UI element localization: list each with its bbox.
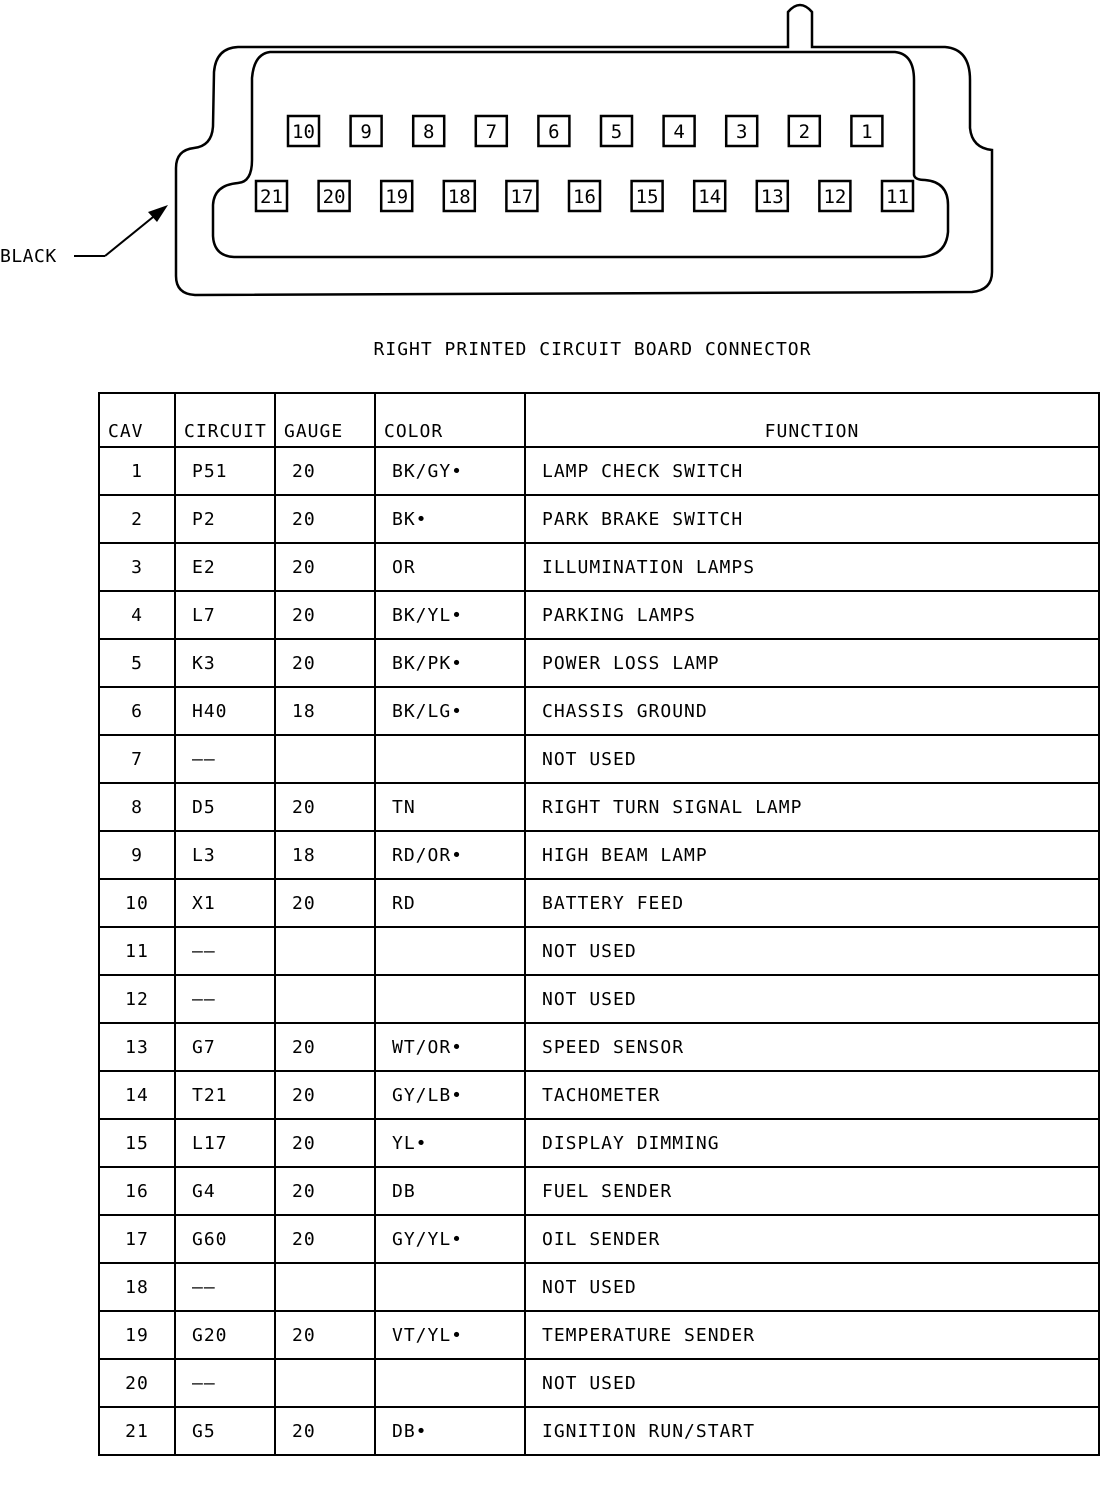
pin-number: 12 bbox=[823, 186, 847, 208]
gauge-cell: 20 bbox=[275, 1407, 375, 1455]
pin-cavity bbox=[664, 116, 695, 146]
pin-cavity bbox=[694, 181, 725, 211]
function-cell: PARKING LAMPS bbox=[525, 591, 1099, 639]
gauge-cell: 20 bbox=[275, 1215, 375, 1263]
pin-number: 4 bbox=[673, 121, 685, 143]
pin-cavity bbox=[789, 116, 820, 146]
function-cell: IGNITION RUN/START bbox=[525, 1407, 1099, 1455]
table-row bbox=[99, 1023, 1099, 1071]
function-cell: NOT USED bbox=[525, 1263, 1099, 1311]
circuit-cell: L3 bbox=[175, 831, 275, 879]
circuit-cell: —— bbox=[175, 927, 275, 975]
pin-cavity bbox=[413, 116, 444, 146]
cav-cell: 1 bbox=[99, 447, 175, 495]
pin-number: 17 bbox=[510, 186, 534, 208]
pin-number: 18 bbox=[447, 186, 471, 208]
table-row bbox=[99, 495, 1099, 543]
table-row bbox=[99, 1359, 1099, 1407]
pin-cavity bbox=[569, 181, 600, 211]
table-row bbox=[99, 927, 1099, 975]
circuit-cell: —— bbox=[175, 1263, 275, 1311]
table-row bbox=[99, 1407, 1099, 1455]
cav-cell: 13 bbox=[99, 1023, 175, 1071]
cav-cell: 20 bbox=[99, 1359, 175, 1407]
gauge-cell: 20 bbox=[275, 879, 375, 927]
table-header-row bbox=[99, 393, 1099, 447]
color-cell: BK/GY• bbox=[375, 447, 525, 495]
table-row bbox=[99, 1167, 1099, 1215]
circuit-cell: G5 bbox=[175, 1407, 275, 1455]
cav-cell: 4 bbox=[99, 591, 175, 639]
color-cell: RD/OR• bbox=[375, 831, 525, 879]
color-cell: RD bbox=[375, 879, 525, 927]
cav-cell: 18 bbox=[99, 1263, 175, 1311]
gauge-cell bbox=[275, 1263, 375, 1311]
function-cell: NOT USED bbox=[525, 735, 1099, 783]
color-cell bbox=[375, 1359, 525, 1407]
color-cell: BK• bbox=[375, 495, 525, 543]
gauge-cell: 18 bbox=[275, 687, 375, 735]
color-cell: BK/PK• bbox=[375, 639, 525, 687]
function-cell: PARK BRAKE SWITCH bbox=[525, 495, 1099, 543]
gauge-cell: 20 bbox=[275, 783, 375, 831]
cav-cell: 10 bbox=[99, 879, 175, 927]
circuit-cell: L7 bbox=[175, 591, 275, 639]
function-cell: DISPLAY DIMMING bbox=[525, 1119, 1099, 1167]
gauge-cell: 20 bbox=[275, 591, 375, 639]
pin-number: 11 bbox=[886, 186, 909, 208]
circuit-cell: —— bbox=[175, 975, 275, 1023]
function-cell: POWER LOSS LAMP bbox=[525, 639, 1099, 687]
cav-cell: 17 bbox=[99, 1215, 175, 1263]
color-cell: BK/LG• bbox=[375, 687, 525, 735]
circuit-cell: G4 bbox=[175, 1167, 275, 1215]
circuit-cell: D5 bbox=[175, 783, 275, 831]
function-cell: RIGHT TURN SIGNAL LAMP bbox=[525, 783, 1099, 831]
cav-cell: 12 bbox=[99, 975, 175, 1023]
pin-number: 21 bbox=[260, 186, 283, 208]
function-cell: TEMPERATURE SENDER bbox=[525, 1311, 1099, 1359]
pin-number: 8 bbox=[422, 121, 435, 143]
color-cell: BK/YL• bbox=[375, 591, 525, 639]
pin-number: 14 bbox=[698, 186, 722, 208]
color-cell bbox=[375, 1263, 525, 1311]
circuit-cell: G7 bbox=[175, 1023, 275, 1071]
gauge-cell bbox=[275, 735, 375, 783]
pin-number: 16 bbox=[573, 186, 596, 208]
connector-cavity-outline bbox=[213, 52, 948, 257]
gauge-cell bbox=[275, 975, 375, 1023]
pin-cavity bbox=[851, 116, 882, 146]
pin-number: 20 bbox=[322, 186, 346, 208]
cav-cell: 9 bbox=[99, 831, 175, 879]
pin-number: 19 bbox=[385, 186, 409, 208]
circuit-cell: G60 bbox=[175, 1215, 275, 1263]
circuit-cell: P2 bbox=[175, 495, 275, 543]
pin-cavity bbox=[538, 116, 569, 146]
circuit-cell: H40 bbox=[175, 687, 275, 735]
table-row bbox=[99, 687, 1099, 735]
table-row bbox=[99, 591, 1099, 639]
pin-cavity bbox=[476, 116, 507, 146]
pin-cavity bbox=[444, 181, 475, 211]
gauge-cell: 20 bbox=[275, 1023, 375, 1071]
diagram-title: RIGHT PRINTED CIRCUIT BOARD CONNECTOR bbox=[373, 339, 812, 360]
cav-cell: 2 bbox=[99, 495, 175, 543]
table-row bbox=[99, 639, 1099, 687]
circuit-cell: X1 bbox=[175, 879, 275, 927]
color-cell: OR bbox=[375, 543, 525, 591]
color-cell: TN bbox=[375, 783, 525, 831]
cav-cell: 11 bbox=[99, 927, 175, 975]
gauge-cell: 20 bbox=[275, 639, 375, 687]
color-cell bbox=[375, 927, 525, 975]
pin-number: 7 bbox=[485, 121, 498, 143]
pin-number: 13 bbox=[760, 186, 784, 208]
pin-number: 1 bbox=[861, 121, 873, 143]
table-row bbox=[99, 447, 1099, 495]
cav-cell: 14 bbox=[99, 1071, 175, 1119]
pin-number: 2 bbox=[798, 121, 811, 143]
color-callout-label: BLACK bbox=[0, 246, 57, 267]
pin-cavity bbox=[351, 116, 382, 146]
color-cell bbox=[375, 975, 525, 1023]
gauge-cell: 20 bbox=[275, 495, 375, 543]
table-row bbox=[99, 879, 1099, 927]
pin-number: 15 bbox=[635, 186, 659, 208]
function-cell: NOT USED bbox=[525, 927, 1099, 975]
pin-cavity bbox=[882, 181, 913, 211]
callout-arrow-line bbox=[105, 213, 158, 256]
pin-cavity bbox=[819, 181, 850, 211]
color-cell bbox=[375, 735, 525, 783]
table-row bbox=[99, 783, 1099, 831]
circuit-cell: —— bbox=[175, 735, 275, 783]
pin-cavity bbox=[601, 116, 632, 146]
table-row bbox=[99, 831, 1099, 879]
pin-cavity bbox=[319, 181, 350, 211]
pin-cavity bbox=[256, 181, 287, 211]
function-cell: OIL SENDER bbox=[525, 1215, 1099, 1263]
cav-cell: 16 bbox=[99, 1167, 175, 1215]
circuit-cell: E2 bbox=[175, 543, 275, 591]
gauge-cell: 20 bbox=[275, 1071, 375, 1119]
pin-cavity bbox=[288, 116, 319, 146]
connector-diagram bbox=[0, 0, 1120, 330]
gauge-cell: 20 bbox=[275, 543, 375, 591]
header-gauge: GAUGE bbox=[275, 393, 375, 447]
cav-cell: 19 bbox=[99, 1311, 175, 1359]
function-cell: LAMP CHECK SWITCH bbox=[525, 447, 1099, 495]
circuit-cell: L17 bbox=[175, 1119, 275, 1167]
pin-number: 3 bbox=[735, 121, 748, 143]
gauge-cell bbox=[275, 927, 375, 975]
pin-cavity bbox=[757, 181, 788, 211]
cav-cell: 8 bbox=[99, 783, 175, 831]
gauge-cell bbox=[275, 1359, 375, 1407]
gauge-cell: 20 bbox=[275, 1311, 375, 1359]
table-row bbox=[99, 735, 1099, 783]
pin-cavity bbox=[726, 116, 757, 146]
header-circuit: CIRCUIT bbox=[175, 393, 275, 447]
color-cell: GY/LB• bbox=[375, 1071, 525, 1119]
bottom-row-pins bbox=[256, 181, 913, 211]
table-row bbox=[99, 1311, 1099, 1359]
cav-cell: 3 bbox=[99, 543, 175, 591]
table-row bbox=[99, 1119, 1099, 1167]
function-cell: SPEED SENSOR bbox=[525, 1023, 1099, 1071]
pin-cavity bbox=[381, 181, 412, 211]
function-cell: NOT USED bbox=[525, 975, 1099, 1023]
cav-cell: 15 bbox=[99, 1119, 175, 1167]
gauge-cell: 20 bbox=[275, 1119, 375, 1167]
pin-number: 5 bbox=[610, 121, 623, 143]
circuit-cell: K3 bbox=[175, 639, 275, 687]
function-cell: ILLUMINATION LAMPS bbox=[525, 543, 1099, 591]
circuit-cell: P51 bbox=[175, 447, 275, 495]
pin-cavity bbox=[506, 181, 537, 211]
cav-cell: 5 bbox=[99, 639, 175, 687]
circuit-cell: G20 bbox=[175, 1311, 275, 1359]
circuit-cell: T21 bbox=[175, 1071, 275, 1119]
cav-cell: 6 bbox=[99, 687, 175, 735]
top-row-pins bbox=[288, 116, 882, 146]
connector-housing-outline bbox=[176, 5, 992, 295]
color-cell: VT/YL• bbox=[375, 1311, 525, 1359]
pin-number: 10 bbox=[292, 121, 315, 143]
gauge-cell: 20 bbox=[275, 447, 375, 495]
function-cell: FUEL SENDER bbox=[525, 1167, 1099, 1215]
function-cell: TACHOMETER bbox=[525, 1071, 1099, 1119]
color-cell: DB• bbox=[375, 1407, 525, 1455]
pinout-table bbox=[98, 392, 1100, 1456]
header-function: FUNCTION bbox=[525, 393, 1099, 447]
color-cell: DB bbox=[375, 1167, 525, 1215]
header-cav: CAV bbox=[99, 393, 175, 447]
gauge-cell: 20 bbox=[275, 1167, 375, 1215]
table-row bbox=[99, 1215, 1099, 1263]
table-row bbox=[99, 1071, 1099, 1119]
gauge-cell: 18 bbox=[275, 831, 375, 879]
pin-number: 9 bbox=[360, 121, 372, 143]
circuit-cell: —— bbox=[175, 1359, 275, 1407]
table-row bbox=[99, 543, 1099, 591]
cav-cell: 21 bbox=[99, 1407, 175, 1455]
function-cell: NOT USED bbox=[525, 1359, 1099, 1407]
cav-cell: 7 bbox=[99, 735, 175, 783]
color-cell: GY/YL• bbox=[375, 1215, 525, 1263]
color-cell: WT/OR• bbox=[375, 1023, 525, 1071]
function-cell: BATTERY FEED bbox=[525, 879, 1099, 927]
table-row bbox=[99, 975, 1099, 1023]
pin-number: 6 bbox=[548, 121, 560, 143]
color-cell: YL• bbox=[375, 1119, 525, 1167]
header-color: COLOR bbox=[375, 393, 525, 447]
function-cell: CHASSIS GROUND bbox=[525, 687, 1099, 735]
table-row bbox=[99, 1263, 1099, 1311]
pin-cavity bbox=[632, 181, 663, 211]
function-cell: HIGH BEAM LAMP bbox=[525, 831, 1099, 879]
